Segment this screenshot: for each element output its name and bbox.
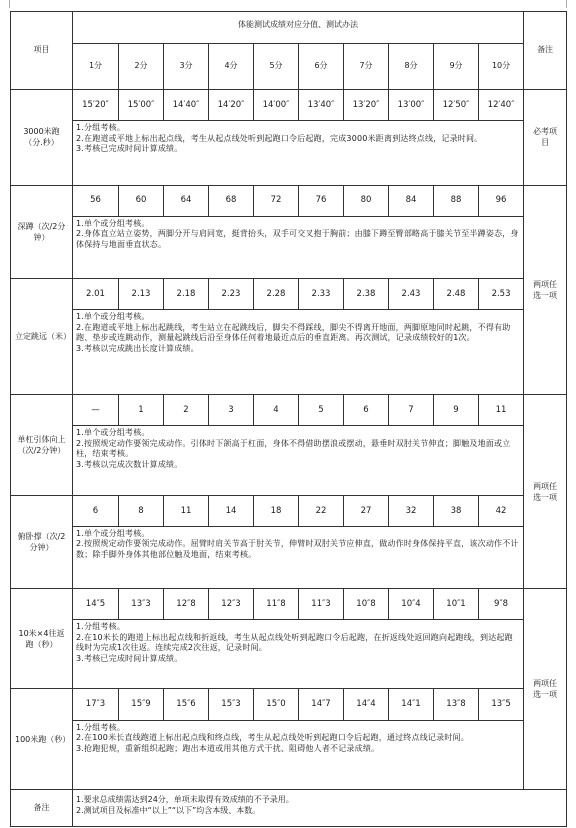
value-cell: 11″8 [254,589,299,620]
method-line: 1.分组考核。 [76,123,126,133]
method-line: 2.在100米长直线跑道上标出起点线和终点线，考生从起点线处听到起跑口令后起跑，通过终点线记录时间。 [76,733,469,743]
value-cell: 38 [434,495,479,526]
method-line: 2.按照规定动作要领完成动作。引体时下颌高于杠面，身体不得借助摆浪或摆动，悬垂时双肘关节伸直；脚触及地面或立柱，结束考核。 [76,438,511,459]
method-line: 2.按照规定动作要领完成动作。屈臂时肩关节高于肘关节，伸臂时双肘关节应伸直，做动作时身体保持平直，该次动作不计数；除手脚外身体其他部位触及地面，结束考核。 [76,539,519,559]
value-cell: 11 [479,395,524,426]
test-method-shuttle-run [73,620,524,689]
value-cell: 15″9 [119,689,164,720]
item-push-up: 俯卧撑（次/2分钟） [11,495,73,588]
value-cell: 13″8 [434,689,479,720]
value-cell: 2.18 [164,278,209,309]
value-cell: 7 [389,395,434,426]
value-cell: 14′20″ [209,90,254,121]
note-choose-one: 两项任选一项 [524,185,567,395]
value-cell: 2.23 [209,278,254,309]
value-cell: 2.33 [299,278,344,309]
test-method-3000m [73,121,524,185]
method-line: 3.考核已完成时间计算成绩。 [76,144,183,154]
value-cell: 5 [299,395,344,426]
item-pull-up: 单杠引体向上（次/2分钟） [11,395,73,495]
value-cell: 14″4 [344,689,389,720]
method-line: 2.在10米长的跑道上标出起点线和折返线，考生从起点线处听到起跑口令后起跑，在折返线处返回跑向起跑线，到达起跑线时为完成1次往返。连续完成2次往返，记录时间。 [76,632,513,653]
value-cell: 15′00″ [119,90,164,121]
value-cell: 4 [254,395,299,426]
method-line: 1.单个或分组考核。 [76,528,150,538]
value-cell: 18 [254,495,299,526]
corner-mark-left [9,0,10,8]
value-cell: 10″8 [344,589,389,620]
value-cell: 2.43 [389,278,434,309]
method-line: 1.单个或分组考核。 [76,428,150,438]
value-cell: 80 [344,185,389,216]
value-cell: 14″5 [73,589,119,620]
method-line: 3.考核已完成时间计算成绩。 [76,653,183,663]
value-cell: 6 [73,495,119,526]
value-cell: 60 [119,185,164,216]
value-cell: 13″5 [479,689,524,720]
value-cell: 9 [434,395,479,426]
method-line: 1.分组考核。 [76,622,126,632]
note-choose-one: 两项任选一项 [524,395,567,589]
method-line: 2.身体直立站立姿势，两脚分开与肩同宽，挺背抬头，双手可交叉抱于胸前；由膝下蹲至臀部略高于膝关节至半蹲姿态，身体保持与地面垂直状态。 [76,229,519,249]
value-cell: 10″1 [434,589,479,620]
value-cell: 14″1 [389,689,434,720]
value-cell: 13′20″ [344,90,389,121]
item-shuttle-run: 10米×4往返跑（秒） [11,589,73,689]
method-line: 2.在跑道或平地上标出起点线，考生从起点线处听到起跑口令后起跑，完成3000米距离到达终点线，记录时间。 [76,133,483,143]
value-cell: 72 [254,185,299,216]
value-cell: 22 [299,495,344,526]
value-cell: 13′40″ [299,90,344,121]
note-required: 必考项目 [524,90,567,185]
value-cell: 15′20″ [73,90,119,121]
method-line: 2.在跑道或平地上标出起跳线，考生站立在起跳线后，脚尖不得踩线，脚尖不得离开地面，两脚原地同时起跳，不得有助跑、垫步或连跳动作，测量起跳线后沿至身体任何着地最近点后的垂直距离。再次测试，记录成绩较好的1次。 [76,322,511,343]
method-line: 1.单个或分组考核。 [76,218,150,228]
score-header: 6分 [299,44,344,90]
value-cell: 6 [344,395,389,426]
footer-note-label: 备注 [11,789,73,826]
test-method-pull-up [73,426,524,495]
method-line: 3.考核以完成次数计算成绩。 [76,459,183,469]
value-cell: 96 [479,185,524,216]
value-cell: 2.28 [254,278,299,309]
value-cell: 15″3 [209,689,254,720]
value-cell: 3 [209,395,254,426]
value-cell: 10″4 [389,589,434,620]
value-cell: 1 [119,395,164,426]
score-header: 5分 [254,44,299,90]
item-standing-long-jump: 立定跳远（米） [11,278,73,394]
header-note-label: 备注 [524,12,567,90]
footer-note-line: 2.测试项目及标准中“以上”“以下”均含本级、本数。 [76,805,261,815]
value-cell: 76 [299,185,344,216]
value-cell: 14″7 [299,689,344,720]
score-header: 4分 [209,44,254,90]
value-cell: 11″3 [299,589,344,620]
score-header: 1分 [73,44,119,90]
value-cell: 14 [209,495,254,526]
fitness-test-table [10,11,567,827]
value-cell: 32 [389,495,434,526]
score-header: 10分 [479,44,524,90]
method-line: 1.单个或分组考核。 [76,312,150,322]
value-cell: — [73,395,119,426]
header-item-label: 项目 [11,12,73,90]
value-cell: 12″8 [164,589,209,620]
test-method-squat [73,216,524,278]
value-cell: 14′40″ [164,90,209,121]
note-choose-one: 两项任选一项 [524,589,567,790]
item-3000m: 3000米跑（分.秒） [11,90,73,185]
value-cell: 8 [119,495,164,526]
value-cell: 2.38 [344,278,389,309]
method-line: 3.考核以完成跳出长度计算成绩。 [76,343,199,353]
item-100m: 100米跑（秒） [11,689,73,789]
test-method-push-up [73,526,524,588]
value-cell: 9″8 [479,589,524,620]
value-cell: 12″3 [209,589,254,620]
corner-mark-right [566,0,567,8]
method-line: 3.抢跑犯规，重新组织起跑；跑出本道或用其他方式干扰、阻碍他人者不记录成绩。 [76,743,380,753]
value-cell: 64 [164,185,209,216]
value-cell: 12′50″ [434,90,479,121]
value-cell: 2.13 [119,278,164,309]
value-cell: 11 [164,495,209,526]
score-header: 8分 [389,44,434,90]
value-cell: 2.48 [434,278,479,309]
value-cell: 17″3 [73,689,119,720]
footer-note-line: 1.要求总成绩需达到24分，单项未取得有效成绩的不予录用。 [76,794,294,804]
value-cell: 42 [479,495,524,526]
value-cell: 56 [73,185,119,216]
score-header: 9分 [434,44,479,90]
score-header: 3分 [164,44,209,90]
header-title: 体能测试成绩对应分值、测试办法 [73,12,524,44]
method-line: 1.分组考核。 [76,722,126,732]
value-cell: 27 [344,495,389,526]
score-header: 2分 [119,44,164,90]
value-cell: 84 [389,185,434,216]
value-cell: 15″0 [254,689,299,720]
test-method-100m [73,720,524,789]
value-cell: 88 [434,185,479,216]
score-header: 7分 [344,44,389,90]
value-cell: 13″3 [119,589,164,620]
value-cell: 2.53 [479,278,524,309]
value-cell: 68 [209,185,254,216]
value-cell: 14′00″ [254,90,299,121]
value-cell: 13′00″ [389,90,434,121]
footer-notes [73,789,567,826]
test-method-long-jump [73,310,524,395]
value-cell: 2 [164,395,209,426]
item-squat: 深蹲（次/2分钟） [11,185,73,278]
value-cell: 15″6 [164,689,209,720]
value-cell: 2.01 [73,278,119,309]
value-cell: 12′40″ [479,90,524,121]
